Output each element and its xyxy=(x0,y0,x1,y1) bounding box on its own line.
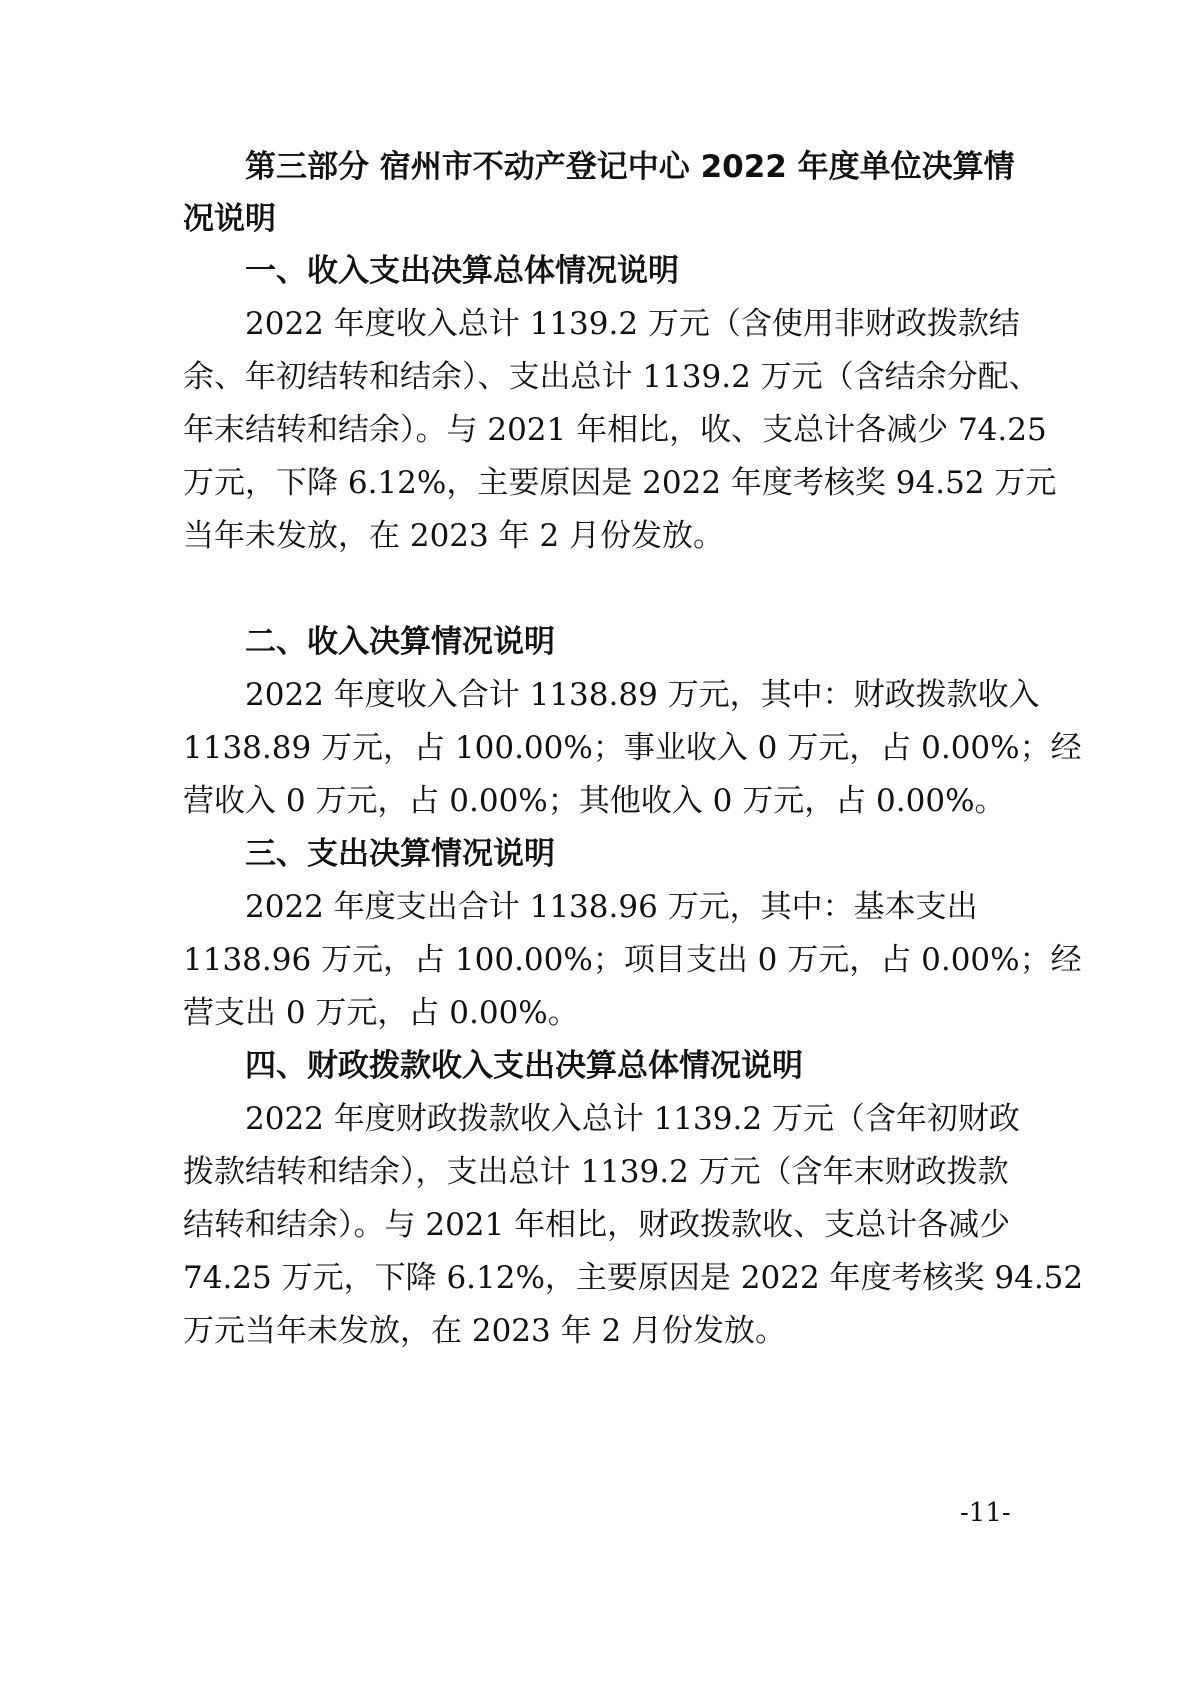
section-4-paragraph-line: 2022 年度财政拨款收入总计 1139.2 万元（含年初财政 xyxy=(245,1101,1020,1137)
section-1-paragraph-line: 万元，下降 6.12%，主要原因是 2022 年度考核奖 94.52 万元 xyxy=(183,465,1057,501)
section-3-paragraph-line: 1138.96 万元，占 100.00%；项目支出 0 万元，占 0.00%；经 xyxy=(183,942,1082,978)
section-3-paragraph-line: 2022 年度支出合计 1138.96 万元，其中：基本支出 xyxy=(245,889,978,925)
section-3-paragraph-line: 营支出 0 万元，占 0.00%。 xyxy=(183,995,579,1031)
section-2-paragraph-line: 2022 年度收入合计 1138.89 万元，其中：财政拨款收入 xyxy=(245,677,1040,713)
section-1-paragraph-line: 余、年初结转和结余）、支出总计 1139.2 万元（含结余分配、 xyxy=(183,359,1040,395)
section-1-paragraph-line: 2022 年度收入总计 1139.2 万元（含使用非财政拨款结 xyxy=(245,306,1020,342)
section-3-heading: 三、支出决算情况说明 xyxy=(245,836,555,872)
section-4-paragraph-line: 74.25 万元，下降 6.12%，主要原因是 2022 年度考核奖 94.52 xyxy=(183,1260,1084,1296)
section-2-paragraph-line: 1138.89 万元，占 100.00%；事业收入 0 万元，占 0.00%；经 xyxy=(183,730,1082,766)
page-title-line-1: 第三部分 宿州市不动产登记中心 2022 年度单位决算情 xyxy=(245,149,1015,185)
section-2-paragraph-line: 营收入 0 万元，占 0.00%；其他收入 0 万元，占 0.00%。 xyxy=(183,783,1006,819)
page-title-line-2: 况说明 xyxy=(183,201,276,237)
section-4-heading: 四、财政拨款收入支出决算总体情况说明 xyxy=(245,1048,803,1084)
section-4-paragraph-line: 结转和结余）。与 2021 年相比，财政拨款收、支总计各减少 xyxy=(183,1207,1011,1243)
section-1-heading: 一、收入支出决算总体情况说明 xyxy=(245,253,679,289)
section-1-paragraph-line: 年末结转和结余）。与 2021 年相比，收、支总计各减少 74.25 xyxy=(183,412,1047,448)
section-4-paragraph-line: 拨款结转和结余），支出总计 1139.2 万元（含年末财政拨款 xyxy=(183,1154,1009,1190)
section-4-paragraph-line: 万元当年未发放，在 2023 年 2 月份发放。 xyxy=(183,1313,787,1349)
page-number: -11- xyxy=(960,1498,1011,1528)
section-2-heading: 二、收入决算情况说明 xyxy=(245,624,555,660)
section-1-paragraph-line: 当年未发放，在 2023 年 2 月份发放。 xyxy=(183,518,725,554)
